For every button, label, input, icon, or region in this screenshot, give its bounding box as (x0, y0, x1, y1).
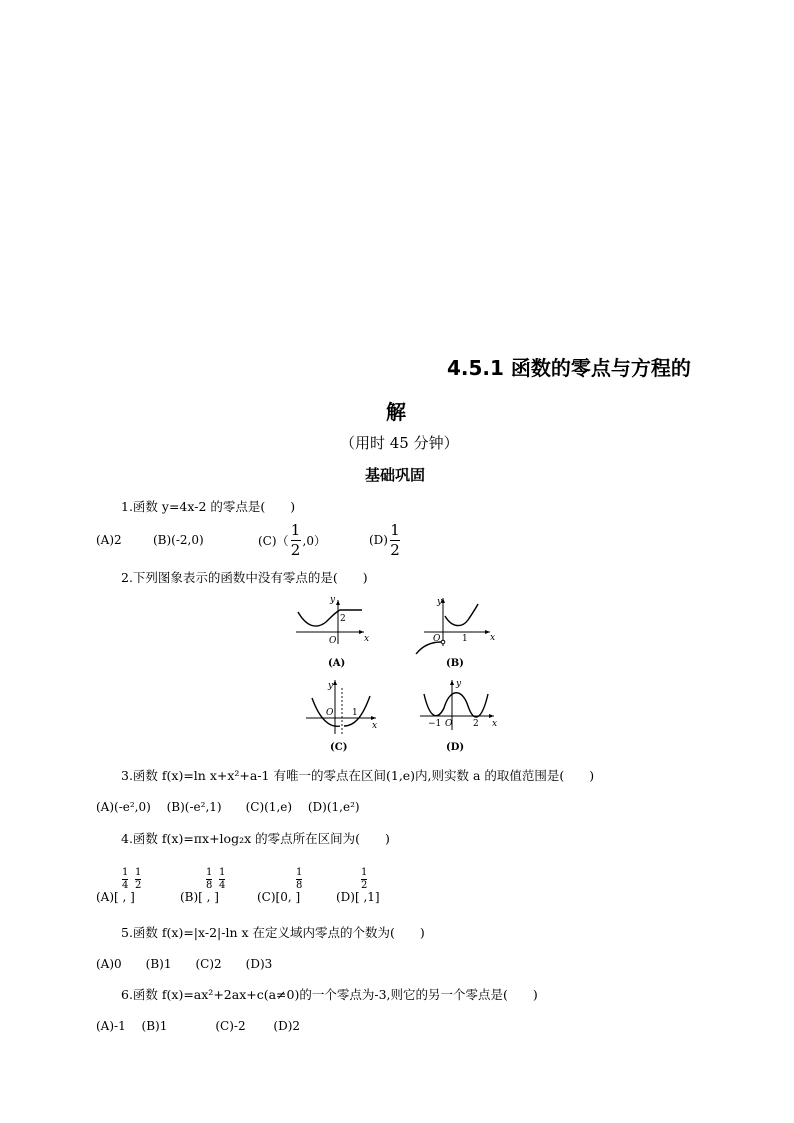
graph-c (302, 676, 382, 756)
question-6-stem: 6.函数 f(x)=ax²+2ax+c(a≠0)的一个零点为-3,则它的另一个零点是( ) (121, 987, 538, 1002)
time-note: （用时 45 分钟） (340, 434, 459, 452)
question-1-stem: 1.函数 y=4x-2 的零点是( ) (121, 499, 296, 514)
graph-d (418, 676, 500, 756)
q4-c-fraction: 1 8 (296, 867, 303, 891)
q1-option-c (258, 522, 326, 558)
q4-b-fraction-2: 1 4 (219, 867, 226, 891)
graph-c-origin: O (326, 708, 334, 718)
graph-b-caption: (B) (446, 658, 464, 669)
question-3-stem: 3.函数 f(x)=ln x+x²+a-1 有唯一的零点在区间(1,e)内,则实数 a 的取值范围是( ) (121, 768, 595, 783)
q1-option-a: (A)2 (96, 533, 122, 547)
graph-b-tick: 1 (462, 634, 468, 644)
q1-option-d (369, 522, 402, 558)
q4-option-c: (C)[0, ] (257, 890, 301, 904)
graph-a-caption: (A) (328, 658, 346, 669)
graph-c-caption: (C) (330, 742, 348, 753)
graph-b (410, 594, 500, 670)
graph-b-origin: O (433, 634, 441, 644)
q1-option-d-prefix: (D) (369, 533, 388, 547)
graph-b-x-label: x (490, 633, 496, 643)
q4-option-d: (D)[ ,1] (336, 890, 380, 904)
graph-c-y-label: y (328, 681, 334, 691)
q4-a-fraction-2: 1 2 (135, 867, 142, 891)
graph-c-tick: 1 (352, 708, 358, 718)
q4-d-fraction: 1 2 (361, 867, 368, 891)
q1-option-c-prefix: (C)（ (258, 533, 289, 548)
question-5-stem: 5.函数 f(x)=|x-2|-ln x 在定义域内零点的个数为( ) (121, 925, 425, 940)
graph-a-y-label: y (330, 595, 336, 605)
graph-a-tick: 2 (340, 614, 346, 624)
fraction-denominator: 2 (390, 540, 400, 559)
graph-a-origin: O (329, 636, 337, 646)
q4-option-a: (A)[ , ] (96, 890, 135, 904)
graph-a (292, 594, 372, 670)
page-title: 4.5.1 函数的零点与方程的 (447, 356, 691, 380)
q4-option-b: (B)[ , ] (180, 890, 219, 904)
section-heading: 基础巩固 (365, 466, 426, 484)
fraction-denominator: 2 (290, 540, 301, 559)
q6-options: (A)-1 (B)1 (C)-2 (D)2 (96, 1019, 301, 1033)
graph-b-y-label: y (437, 597, 443, 607)
graph-c-x-label: x (372, 721, 378, 731)
graph-a-x-label: x (364, 634, 370, 644)
graph-d-caption: (D) (446, 742, 465, 753)
q1-option-c-suffix: ,0） (302, 533, 326, 548)
question-4-stem: 4.函数 f(x)=πx+log₂x 的零点所在区间为( ) (121, 831, 390, 846)
question-2-stem: 2.下列图象表示的函数中没有零点的是( ) (121, 570, 368, 585)
graph-d-x-label: x (492, 719, 498, 729)
q1-option-d-fraction (390, 520, 400, 559)
page-title-continued: 解 (386, 400, 406, 424)
q5-options: (A)0 (B)1 (C)2 (D)3 (96, 957, 273, 971)
graph-d-tick-neg: −1 (428, 719, 442, 729)
graph-d-curve (424, 693, 488, 717)
graph-d-origin: O (445, 719, 453, 729)
graph-b-curve-right (445, 604, 478, 626)
q4-a-fraction-1: 1 4 (122, 867, 129, 891)
graph-d-y-label: y (456, 679, 462, 689)
q4-b-fraction-1: 1 8 (206, 867, 213, 891)
graph-a-curve (298, 610, 362, 626)
graph-d-tick: 2 (473, 719, 479, 729)
q1-option-b: (B)(-2,0) (153, 533, 204, 547)
fraction-numerator: 1 (390, 520, 400, 539)
q1-option-c-fraction (290, 520, 301, 559)
fraction-numerator: 1 (290, 520, 301, 539)
q3-options: (A)(-e²,0) (B)(-e²,1) (C)(1,e) (D)(1,e²) (96, 800, 360, 814)
